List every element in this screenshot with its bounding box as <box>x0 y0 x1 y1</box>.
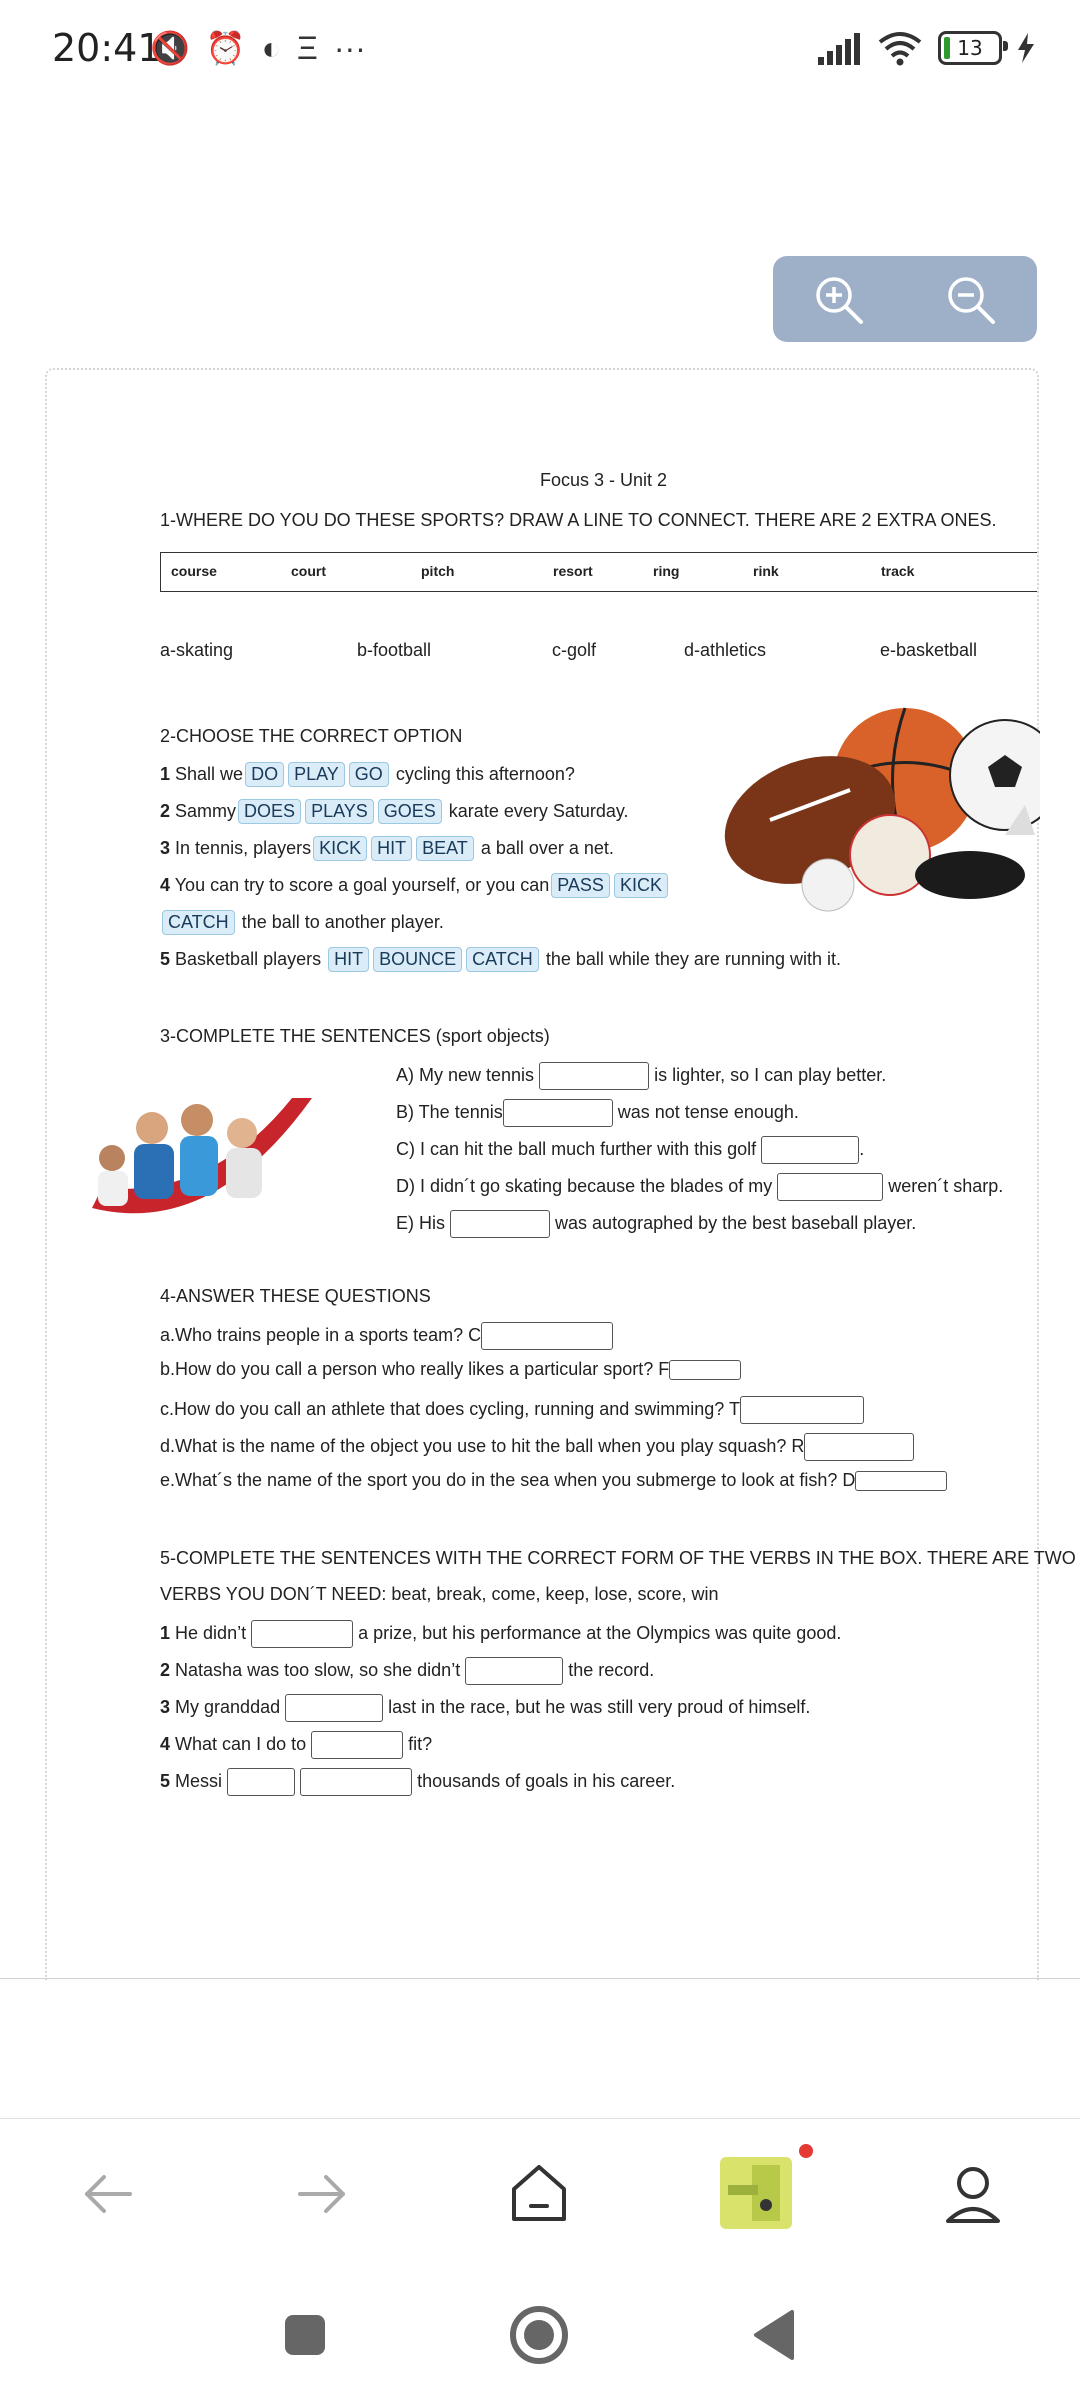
sport-option: a-skating <box>160 640 234 660</box>
sports-balls-image <box>700 705 1040 920</box>
status-right-icons <box>816 30 1036 66</box>
answer-box[interactable] <box>761 1136 859 1164</box>
section3-heading: 3-COMPLETE THE SENTENCES (sport objects) <box>160 1026 550 1046</box>
tabs-thumbnail[interactable] <box>718 2155 794 2231</box>
profile-icon[interactable] <box>938 2159 1008 2229</box>
answer-box[interactable] <box>481 1322 613 1350</box>
s4-question-a: a.Who trains people in a sports team? C <box>160 1322 613 1350</box>
worksheet-title: Focus 3 - Unit 2 <box>540 470 668 490</box>
s2-question-4: 4 You can try to score a goal yourself, or you can PASS KICK <box>160 873 670 898</box>
s5-question-3: 3 My granddad last in the race, but he was still very proud of himself. <box>160 1694 810 1722</box>
s4-question-b: b.How do you call a person who really likes a particular sport? F <box>160 1359 741 1380</box>
option-chip[interactable]: CATCH <box>162 910 235 935</box>
wifi-icon <box>876 30 924 66</box>
option-chip[interactable]: CATCH <box>466 947 539 972</box>
s5-question-4: 4 What can I do to fit? <box>160 1731 432 1759</box>
section5-heading-2: VERBS YOU DON´T NEED: beat, break, come, keep, lose, score, win <box>160 1584 719 1604</box>
s2-question-1: 1 Shall we DO PLAY GO cycling this afternoon? <box>160 762 575 787</box>
option-chip[interactable]: PASS <box>551 873 610 898</box>
signal-icon <box>816 31 862 65</box>
option-chip[interactable]: GO <box>349 762 389 787</box>
answer-box[interactable] <box>227 1768 295 1796</box>
option-chip[interactable]: PLAYS <box>305 799 374 824</box>
answer-box[interactable] <box>740 1396 864 1424</box>
answer-box[interactable] <box>285 1694 383 1722</box>
sport-option: e-basketball <box>880 640 978 660</box>
status-bar <box>0 0 1080 100</box>
answer-box[interactable] <box>465 1657 563 1685</box>
option-chip[interactable]: PLAY <box>288 762 345 787</box>
do-not-disturb-icon: ◐ <box>261 30 282 66</box>
option-chip[interactable]: GOES <box>378 799 442 824</box>
option-chip[interactable]: HIT <box>328 947 369 972</box>
s2-question-4-cont: CATCH the ball to another player. <box>160 910 444 935</box>
document-divider <box>0 1978 1080 1979</box>
place-cell: ring <box>653 563 680 579</box>
recents-icon[interactable] <box>270 2300 340 2370</box>
battery-level: 13 <box>957 36 983 60</box>
section2-heading: 2-CHOOSE THE CORRECT OPTION <box>160 726 463 746</box>
mute-icon: 🔇 <box>150 30 190 66</box>
sport-option: b-football <box>357 640 432 660</box>
system-nav-bar <box>0 2270 1080 2400</box>
zoom-out-icon[interactable] <box>945 274 997 326</box>
option-chip[interactable]: DO <box>245 762 284 787</box>
back-triangle-icon[interactable] <box>740 2300 810 2370</box>
s3-sentence-c: C) I can hit the ball much further with this golf . <box>396 1136 864 1164</box>
answer-box[interactable] <box>300 1768 412 1796</box>
answer-box[interactable] <box>669 1360 741 1380</box>
s5-question-5: 5 Messi thousands of goals in his career. <box>160 1768 675 1796</box>
option-chip[interactable]: KICK <box>614 873 668 898</box>
zoom-in-icon[interactable] <box>813 274 865 326</box>
place-cell: resort <box>553 563 593 579</box>
place-cell: court <box>291 563 326 579</box>
status-time: 20:41 <box>52 26 162 70</box>
option-chip[interactable]: HIT <box>371 836 412 861</box>
answer-box[interactable] <box>251 1620 353 1648</box>
place-cell: course <box>171 563 217 579</box>
answer-box[interactable] <box>539 1062 649 1090</box>
s3-sentence-d: D) I didn´t go skating because the blades of my weren´t sharp. <box>396 1173 1003 1201</box>
option-chip[interactable]: BOUNCE <box>373 947 462 972</box>
zoom-controls <box>773 256 1037 342</box>
place-cell: rink <box>753 563 779 579</box>
place-cell: track <box>881 563 915 579</box>
sport-option: d-athletics <box>684 640 767 660</box>
sport-option: c-golf <box>552 640 597 660</box>
places-table <box>160 552 1037 592</box>
section1-heading: 1-WHERE DO YOU DO THESE SPORTS? DRAW A LINE TO CONNECT. THERE ARE 2 EXTRA ONES. <box>160 510 997 530</box>
answer-box[interactable] <box>503 1099 613 1127</box>
answer-box[interactable] <box>450 1210 550 1238</box>
s2-question-3: 3 In tennis, players KICK HIT BEAT a ball over a net. <box>160 836 614 861</box>
battery-icon <box>938 31 1002 65</box>
s2-question-5: 5 Basketball players HIT BOUNCE CATCH the ball while they are running with it. <box>160 947 841 972</box>
notification-dot <box>798 2143 814 2159</box>
s3-sentence-b: B) The tennis was not tense enough. <box>396 1099 799 1127</box>
option-chip[interactable]: DOES <box>238 799 301 824</box>
more-icon: ··· <box>333 30 366 66</box>
answer-box[interactable] <box>311 1731 403 1759</box>
back-icon[interactable] <box>72 2159 142 2229</box>
section5-heading-1: 5-COMPLETE THE SENTENCES WITH THE CORRECT FORM OF THE VERBS IN THE BOX. THERE ARE TWO <box>160 1548 1076 1568</box>
place-cell: pitch <box>421 563 455 579</box>
s3-sentence-a: A) My new tennis is lighter, so I can play better. <box>396 1062 886 1090</box>
s4-question-e: e.What´s the name of the sport you do in the sea when you submerge to look at fish? D <box>160 1470 947 1491</box>
home-circle-icon[interactable] <box>504 2300 574 2370</box>
s4-question-c: c.How do you call an athlete that does cycling, running and swimming? T <box>160 1396 864 1424</box>
answer-box[interactable] <box>855 1471 947 1491</box>
s2-question-2: 2 Sammy DOES PLAYS GOES karate every Saturday. <box>160 799 629 824</box>
answer-box[interactable] <box>777 1173 883 1201</box>
alarm-icon: ⏰ <box>205 30 246 66</box>
option-chip[interactable]: BEAT <box>416 836 474 861</box>
s4-question-d: d.What is the name of the object you use to hit the ball when you play squash? R <box>160 1433 914 1461</box>
section4-heading: 4-ANSWER THESE QUESTIONS <box>160 1286 431 1306</box>
athletes-image <box>92 1088 312 1228</box>
option-chip[interactable]: KICK <box>313 836 367 861</box>
answer-box[interactable] <box>804 1433 914 1461</box>
browser-nav-bar <box>0 2118 1080 2269</box>
s5-question-1: 1 He didn’t a prize, but his performance at the Olympics was quite good. <box>160 1620 841 1648</box>
s5-question-2: 2 Natasha was too slow, so she didn’t the record. <box>160 1657 654 1685</box>
notification-icon: Ξ <box>297 30 318 66</box>
status-left-icons <box>150 28 366 68</box>
forward-icon[interactable] <box>288 2159 358 2229</box>
charging-icon <box>1016 33 1036 63</box>
home-icon[interactable] <box>504 2159 574 2229</box>
s3-sentence-e: E) His was autographed by the best baseball player. <box>396 1210 916 1238</box>
